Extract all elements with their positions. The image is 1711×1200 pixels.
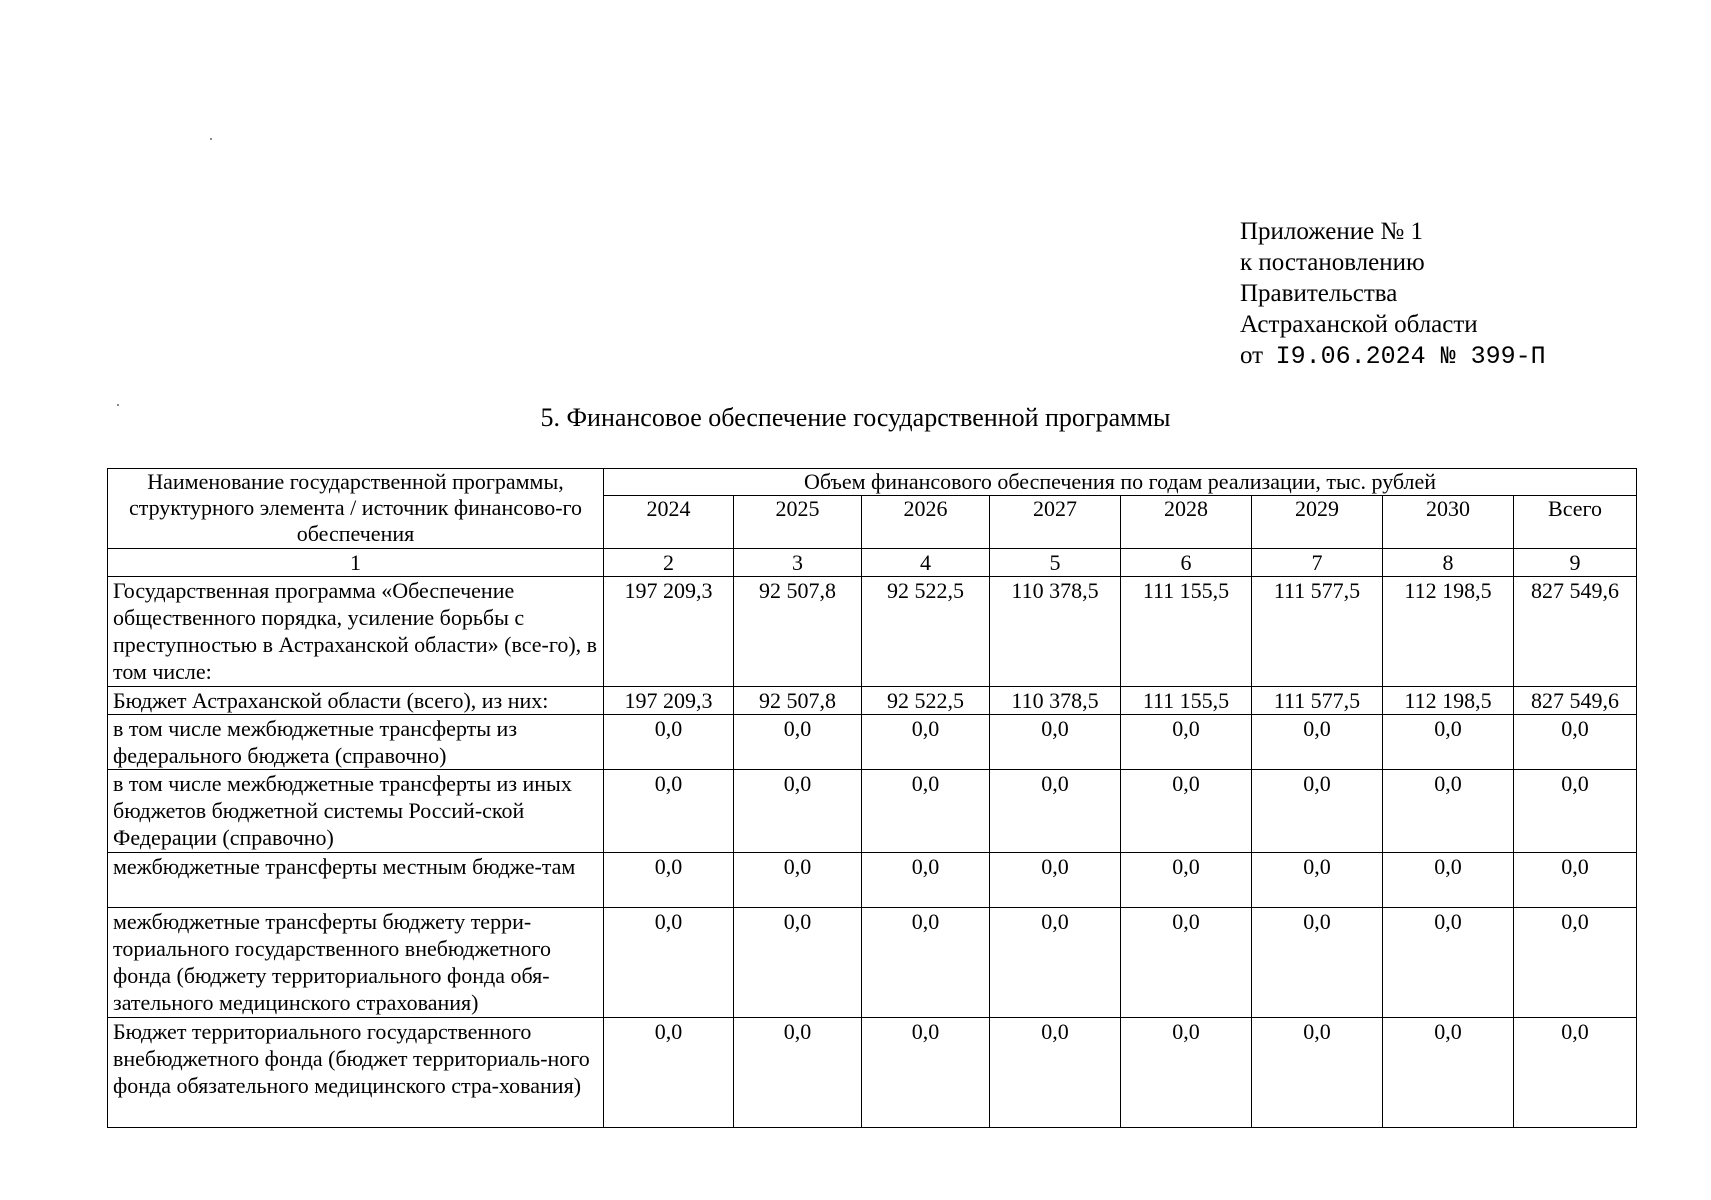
row-value: 0,0 [1514, 853, 1637, 908]
column-number: 1 [108, 549, 604, 577]
year-header: Всего [1514, 496, 1637, 549]
row-value: 111 155,5 [1121, 687, 1252, 715]
appendix-date-prefix: от [1240, 342, 1264, 369]
row-value: 0,0 [862, 770, 990, 853]
row-value: 0,0 [862, 715, 990, 770]
year-header: 2030 [1383, 496, 1514, 549]
appendix-line-1: Приложение № 1 [1240, 218, 1424, 245]
financing-table [107, 468, 1637, 1128]
row-value: 111 577,5 [1252, 577, 1383, 687]
row-value: 0,0 [1121, 853, 1252, 908]
row-value: 0,0 [1383, 770, 1514, 853]
row-value: 0,0 [734, 770, 862, 853]
year-header: 2025 [734, 496, 862, 549]
row-value: 0,0 [990, 770, 1121, 853]
row-value: 0,0 [1514, 908, 1637, 1018]
row-value: 0,0 [1252, 908, 1383, 1018]
row-value: 112 198,5 [1383, 687, 1514, 715]
table-row [108, 770, 1637, 853]
row-value: 92 522,5 [862, 577, 990, 687]
column-number: 9 [1514, 549, 1637, 577]
row-value: 0,0 [1514, 770, 1637, 853]
row-value: 112 198,5 [1383, 577, 1514, 687]
row-value: 0,0 [604, 853, 734, 908]
header-volume-cell: Объем финансового обеспечения по годам реализации, тыс. рублей [604, 469, 1637, 496]
column-number: 3 [734, 549, 862, 577]
column-number: 6 [1121, 549, 1252, 577]
row-value: 110 378,5 [990, 577, 1121, 687]
row-value: 0,0 [1121, 770, 1252, 853]
row-value: 0,0 [1121, 715, 1252, 770]
row-value: 92 507,8 [734, 687, 862, 715]
appendix-date-line [1240, 340, 1546, 372]
table-row [108, 687, 1637, 715]
row-value: 0,0 [1252, 1018, 1383, 1128]
row-value: 197 209,3 [604, 687, 734, 715]
table-row [108, 1018, 1637, 1128]
row-value: 0,0 [604, 715, 734, 770]
row-name: Бюджет территориального государственного внебюджетного фонда (бюджет территориаль-ного фонда обязательного медицинского стра-хования) [108, 1018, 604, 1128]
row-value: 827 549,6 [1514, 687, 1637, 715]
row-value: 0,0 [734, 715, 862, 770]
row-value: 827 549,6 [1514, 577, 1637, 687]
appendix-line-3: Правительства [1240, 280, 1398, 307]
table-row [108, 715, 1637, 770]
row-value: 0,0 [734, 853, 862, 908]
row-value: 0,0 [1383, 715, 1514, 770]
row-value: 0,0 [604, 1018, 734, 1128]
year-header: 2024 [604, 496, 734, 549]
row-value: 0,0 [990, 1018, 1121, 1128]
table-row [108, 853, 1637, 908]
row-value: 0,0 [990, 908, 1121, 1018]
row-value: 197 209,3 [604, 577, 734, 687]
table-row [108, 908, 1637, 1018]
row-value: 0,0 [734, 908, 862, 1018]
row-value: 110 378,5 [990, 687, 1121, 715]
scan-speck [210, 138, 212, 140]
appendix-line-4: Астраханской области [1240, 311, 1478, 338]
row-value: 0,0 [734, 1018, 862, 1128]
row-value: 0,0 [1383, 908, 1514, 1018]
column-number: 7 [1252, 549, 1383, 577]
row-value: 0,0 [1252, 853, 1383, 908]
appendix-date-number: I9.06.2024 № 399-П [1275, 342, 1546, 371]
section-title: 5. Финансовое обеспечение государственной программы [540, 403, 1171, 432]
row-value: 0,0 [1252, 770, 1383, 853]
row-name: межбюджетные трансферты бюджету терри-ториального государственного внебюджетного фонда (бюджету территориального фонда обя-зательного медицинского страхования) [108, 908, 604, 1018]
row-value: 111 155,5 [1121, 577, 1252, 687]
appendix-line-2: к постановлению [1240, 249, 1425, 276]
column-number-row [108, 549, 1637, 577]
row-name: межбюджетные трансферты местным бюдже-там [108, 853, 604, 908]
row-value: 0,0 [1121, 908, 1252, 1018]
row-value: 0,0 [862, 853, 990, 908]
header-name-cell: Наименование государственной программы, структурного элемента / источник финансово-го обеспечения [108, 469, 604, 549]
year-header: 2027 [990, 496, 1121, 549]
column-number: 4 [862, 549, 990, 577]
appendix-block [1240, 216, 1546, 372]
column-number: 2 [604, 549, 734, 577]
row-value: 0,0 [862, 908, 990, 1018]
row-value: 0,0 [1252, 715, 1383, 770]
table-row [108, 577, 1637, 687]
row-name: Бюджет Астраханской области (всего), из них: [108, 687, 604, 715]
row-value: 0,0 [1514, 1018, 1637, 1128]
row-value: 0,0 [990, 853, 1121, 908]
row-value: 0,0 [1383, 1018, 1514, 1128]
year-header: 2028 [1121, 496, 1252, 549]
row-value: 0,0 [1383, 853, 1514, 908]
row-value: 92 507,8 [734, 577, 862, 687]
column-number: 5 [990, 549, 1121, 577]
year-header: 2026 [862, 496, 990, 549]
header-row-1 [108, 469, 1637, 496]
row-value: 0,0 [990, 715, 1121, 770]
row-value: 92 522,5 [862, 687, 990, 715]
row-value: 0,0 [604, 908, 734, 1018]
row-value: 0,0 [1514, 715, 1637, 770]
row-name: Государственная программа «Обеспечение общественного порядка, усиление борьбы с преступностью в Астраханской области» (все-го), в том числе: [108, 577, 604, 687]
row-name: в том числе межбюджетные трансферты из иных бюджетов бюджетной системы Россий-ской Федерации (справочно) [108, 770, 604, 853]
row-value: 0,0 [604, 770, 734, 853]
row-value: 0,0 [1121, 1018, 1252, 1128]
row-name: в том числе межбюджетные трансферты из федерального бюджета (справочно) [108, 715, 604, 770]
row-value: 0,0 [862, 1018, 990, 1128]
row-value: 111 577,5 [1252, 687, 1383, 715]
column-number: 8 [1383, 549, 1514, 577]
year-header: 2029 [1252, 496, 1383, 549]
